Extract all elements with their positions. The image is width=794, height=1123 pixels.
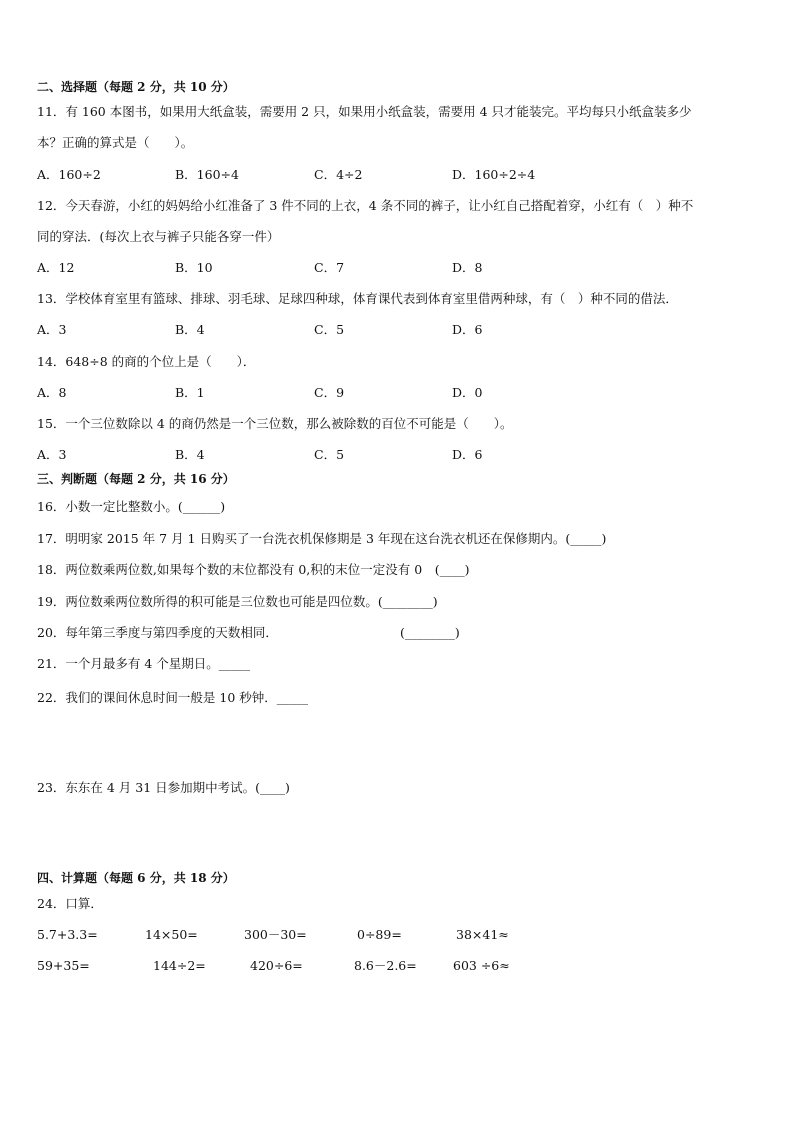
q16: 16．小数一定比整数小。(______) [37,499,226,514]
q14-option-c: C．9 [314,385,345,400]
q12-option-a: A．12 [37,260,75,275]
q11-option-a: A．160÷2 [37,167,101,182]
q24-title: 24．口算． [37,896,103,911]
section-4-title: 四、计算题（每题 6 分，共 18 分） [37,871,235,885]
q11-line-2: 本？正确的算式是（ ）。 [37,135,194,150]
calc-item: 38×41≈ [456,927,509,942]
q21: 21．一个月最多有 4 个星期日。_____ [37,656,251,671]
section-2-title: 二、选择题（每题 2 分，共 10 分） [37,80,235,94]
q11-option-b: B．160÷4 [175,167,239,182]
q12-option-d: D．8 [452,260,483,275]
q23: 23．东东在 4 月 31 日参加期中考试。(____) [37,780,290,795]
q15-line-1: 15．一个三位数除以 4 的商仍然是一个三位数，那么被除数的百位不可能是（ ）。 [37,416,513,431]
q13-option-c: C．5 [314,322,345,337]
q15-option-a: A．3 [37,447,67,462]
q12-option-b: B．10 [175,260,213,275]
q14-option-b: B．1 [175,385,205,400]
calc-item: 300－30= [244,927,307,942]
q13-line-1: 13．学校体育室里有篮球、排球、羽毛球、足球四种球，体育课代表到体育室里借两种球，有（ ）种不同的借法． [37,291,678,306]
calc-item: 144÷2= [153,958,206,973]
q14-line-1: 14．648÷8 的商的个位上是（ ）． [37,354,256,369]
q15-option-b: B．4 [175,447,205,462]
q11-option-c: C．4÷2 [314,167,363,182]
q15-option-c: C．5 [314,447,345,462]
q13-option-a: A．3 [37,322,67,337]
section-3-title: 三、判断题（每题 2 分，共 16 分） [37,472,235,486]
q20-text: 20．每年第三季度与第四季度的天数相同． [37,625,278,640]
calc-item: 8.6－2.6= [354,958,417,973]
q15-option-d: D．6 [452,447,483,462]
q13-option-b: B．4 [175,322,205,337]
q20-answer-blank: (________) [400,625,460,640]
q19: 19．两位数乘两位数所得的积可能是三位数也可能是四位数。(________) [37,594,438,609]
calc-item: 59+35= [37,958,90,973]
q12-line-2: 同的穿法．(每次上衣与裤子只能各穿一件） [37,229,280,244]
q11-option-d: D．160÷2÷4 [452,167,536,182]
q17: 17．明明家 2015 年 7 月 1 日购买了一台洗衣机保修期是 3 年现在这台洗衣机还在保修期内。(_____) [37,531,607,546]
q12-option-c: C．7 [314,260,345,275]
q14-option-d: D．0 [452,385,483,400]
q14-option-a: A．8 [37,385,67,400]
q18: 18．两位数乘两位数,如果每个数的末位都没有 0,积的末位一定没有 0 (____) [37,562,470,577]
q13-option-d: D．6 [452,322,483,337]
calc-item: 5.7+3.3= [37,927,98,942]
calc-item: 0÷89= [357,927,402,942]
q22: 22．我们的课间休息时间一般是 10 秒钟．_____ [37,690,309,705]
calc-item: 603 ÷6≈ [453,958,510,973]
q12-line-1: 12．今天春游，小红的妈妈给小红准备了 3 件不同的上衣，4 条不同的裤子，让小红自己搭配着穿，小红有（ ）种不 [37,198,694,213]
calc-item: 420÷6= [250,958,303,973]
q11-line-1: 11．有 160 本图书，如果用大纸盒装，需要用 2 只，如果用小纸盒装，需要用 4 只才能装完。平均每只小纸盒装多少 [37,104,692,119]
calc-item: 14×50= [145,927,198,942]
